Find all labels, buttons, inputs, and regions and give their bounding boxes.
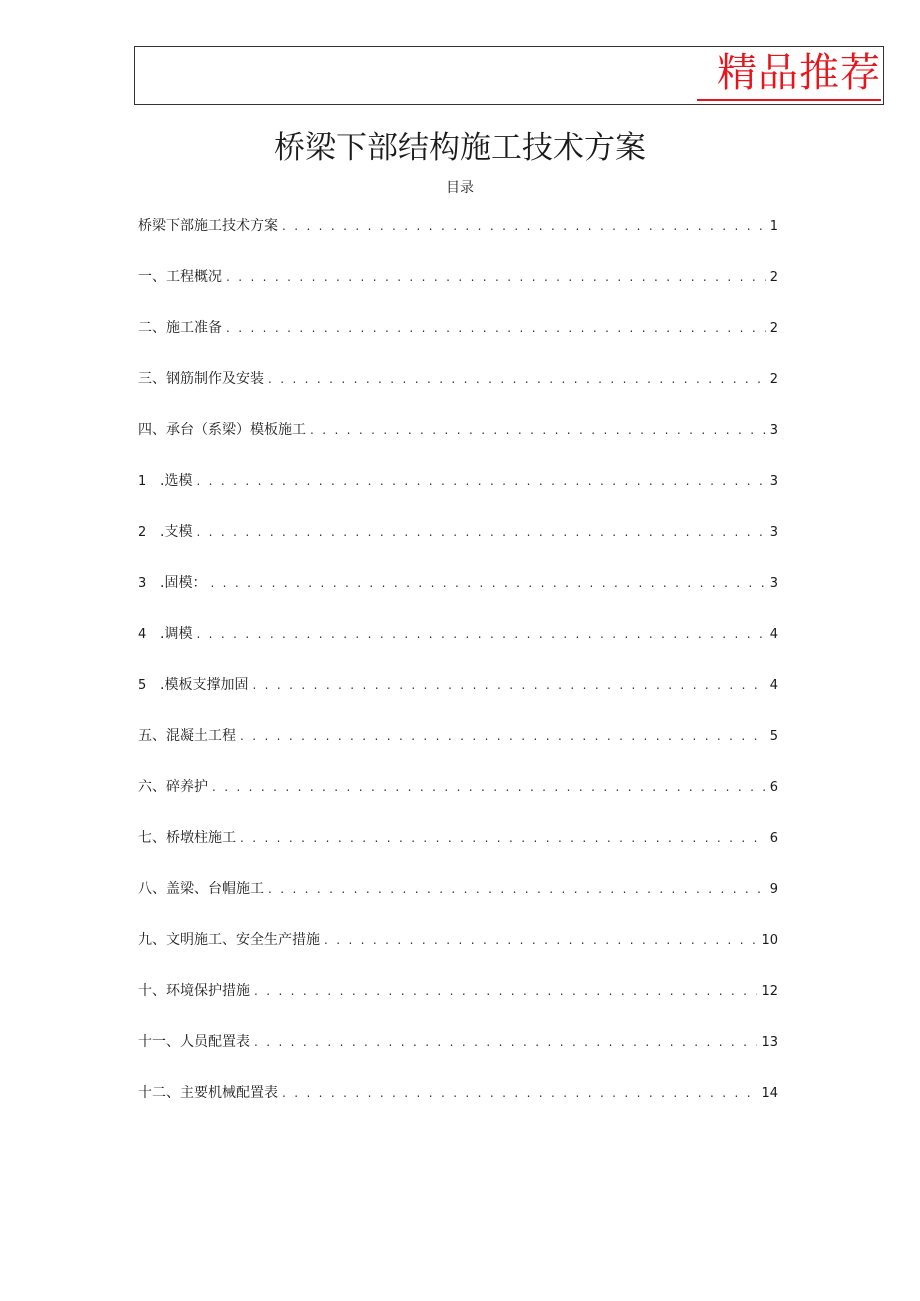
toc-entry-number: 4 — [138, 627, 147, 642]
toc-entry-page: 4 — [769, 627, 778, 642]
toc-dot-leader — [212, 777, 766, 797]
toc-dot-leader — [282, 216, 766, 236]
toc-entry-label: 十一、人员配置表 — [138, 1034, 250, 1050]
toc-dot-leader — [196, 522, 765, 542]
toc-dot-leader — [324, 930, 757, 950]
toc-entry-page: 6 — [769, 831, 778, 846]
toc-entry-label: .调模 — [160, 626, 193, 642]
toc-dot-leader — [240, 828, 766, 848]
recommended-stamp: 精品推荐 — [717, 50, 881, 96]
toc-entry[interactable] — [138, 828, 778, 879]
toc-entry-label: 八、盖梁、台帽施工 — [138, 881, 264, 897]
toc-entry-label: 七、桥墩柱施工 — [138, 830, 236, 846]
toc-entry-label: .固模： — [160, 575, 207, 591]
toc-dot-leader — [268, 369, 766, 389]
toc-entry-label: 桥梁下部施工技术方案 — [138, 218, 278, 234]
toc-entry-number: 2 — [138, 525, 147, 540]
toc-entry[interactable] — [138, 522, 778, 573]
table-of-contents — [138, 216, 778, 1134]
toc-entry[interactable] — [138, 573, 778, 624]
toc-entry[interactable] — [138, 981, 778, 1032]
toc-entry[interactable] — [138, 420, 778, 471]
toc-entry-page: 2 — [769, 321, 778, 336]
toc-dot-leader — [254, 981, 757, 1001]
toc-entry-page: 9 — [769, 882, 778, 897]
toc-dot-leader — [282, 1083, 757, 1103]
toc-dot-leader — [196, 471, 765, 491]
toc-entry[interactable] — [138, 1083, 778, 1134]
toc-dot-leader — [226, 318, 766, 338]
toc-entry-number: 3 — [138, 576, 147, 591]
toc-entry-page: 2 — [769, 372, 778, 387]
toc-entry-label: 十、环境保护措施 — [138, 983, 250, 999]
toc-entry-page: 2 — [769, 270, 778, 285]
stamp-underline — [697, 99, 881, 101]
toc-dot-leader — [196, 624, 765, 644]
toc-entry-label: .模板支撑加固 — [160, 677, 249, 693]
toc-entry[interactable] — [138, 1032, 778, 1083]
toc-entry[interactable] — [138, 471, 778, 522]
toc-dot-leader — [268, 879, 766, 899]
toc-entry-label: .支模 — [160, 524, 193, 540]
toc-entry-page: 3 — [769, 474, 778, 489]
toc-entry-page: 1 — [769, 219, 778, 234]
toc-entry-number: 1 — [138, 474, 147, 489]
toc-dot-leader — [252, 675, 765, 695]
toc-dot-leader — [210, 573, 765, 593]
toc-entry-page: 10 — [761, 933, 778, 948]
toc-entry-label: 一、工程概况 — [138, 269, 222, 285]
toc-entry[interactable] — [138, 879, 778, 930]
toc-entry[interactable] — [138, 930, 778, 981]
toc-dot-leader — [254, 1032, 757, 1052]
toc-entry-label: 十二、主要机械配置表 — [138, 1085, 278, 1101]
header-box — [134, 46, 884, 105]
toc-entry[interactable] — [138, 369, 778, 420]
toc-entry[interactable] — [138, 726, 778, 777]
toc-entry-page: 4 — [769, 678, 778, 693]
toc-entry-number: 5 — [138, 678, 147, 693]
toc-entry[interactable] — [138, 675, 778, 726]
toc-entry-page: 3 — [769, 576, 778, 591]
toc-entry-page: 14 — [761, 1086, 778, 1101]
toc-entry-label: .选模 — [160, 473, 193, 489]
toc-entry-label: 六、碎养护 — [138, 779, 208, 795]
toc-dot-leader — [226, 267, 766, 287]
toc-entry-page: 3 — [769, 423, 778, 438]
toc-dot-leader — [310, 420, 766, 440]
toc-entry[interactable] — [138, 267, 778, 318]
toc-dot-leader — [240, 726, 766, 746]
toc-entry-page: 13 — [761, 1035, 778, 1050]
toc-entry-label: 二、施工准备 — [138, 320, 222, 336]
toc-entry-label: 四、承台（系梁）模板施工 — [138, 422, 306, 438]
toc-entry[interactable] — [138, 318, 778, 369]
toc-entry[interactable] — [138, 624, 778, 675]
toc-entry[interactable] — [138, 216, 778, 267]
toc-entry-page: 3 — [769, 525, 778, 540]
toc-entry-label: 五、混凝土工程 — [138, 728, 236, 744]
toc-entry-page: 6 — [769, 780, 778, 795]
toc-entry-label: 九、文明施工、安全生产措施 — [138, 932, 320, 948]
toc-entry-label: 三、钢筋制作及安装 — [138, 371, 264, 387]
toc-heading: 目录 — [446, 180, 474, 196]
toc-entry-page: 5 — [769, 729, 778, 744]
toc-entry-page: 12 — [761, 984, 778, 999]
toc-entry[interactable] — [138, 777, 778, 828]
document-title: 桥梁下部结构施工技术方案 — [274, 130, 646, 166]
